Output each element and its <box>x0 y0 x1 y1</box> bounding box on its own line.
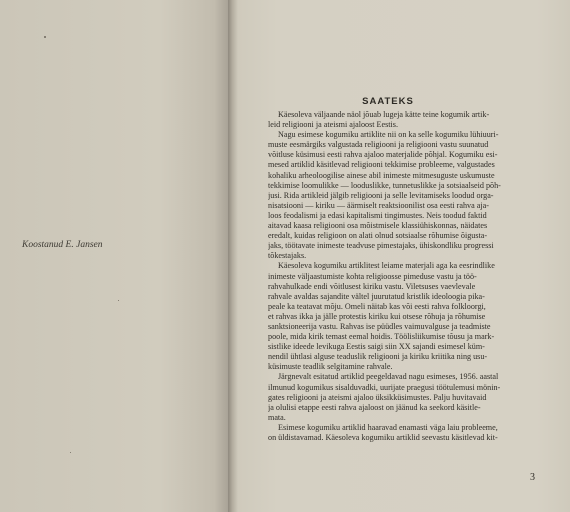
text-line: et rahvas ikka ja jälle protestis kiriku kui otsese rõhuja ja rõhumise <box>268 311 486 321</box>
text-line: kohaliku arheoloogilise ainese abil inimeste mitmesuguste uskumuste <box>268 170 495 180</box>
left-page <box>0 0 228 512</box>
text-line: on üldistavamad. Käesoleva kogumiku artiklid seevastu käsitlevad kit- <box>268 433 498 442</box>
text-line: rahvale avaldas sajandite vältel juurutatud kristlik ideoloogia pika- <box>268 291 485 301</box>
text-line: loos feodalismi ja edasi kapitalismi tingimustes. Neis toodud faktid <box>268 210 487 220</box>
text-line: poole, mida kirik temast eemal hoidis. Töölisliikumise tõusu ja mark- <box>268 332 495 342</box>
paper-speck <box>70 452 71 453</box>
text-line: Esimese kogumiku artiklid haaravad enamasti väga laiu probleeme, <box>278 422 498 432</box>
text-line: tõkestajaks. <box>268 251 307 261</box>
text-line: aitavad kaasa religiooni osa mõistmisele klassiühiskonnas, näidates <box>268 221 488 231</box>
text-line: sistlike ideede levikuga Eestis saigi siin XX sajandi esimesel küm- <box>268 342 485 352</box>
text-line: võitluse küsimusi eesti rahva ajaloo materjalide põhjal. Kogumiku esi- <box>268 150 498 160</box>
text-line: küsimuste teadlik selgitamine rahvale. <box>268 362 393 372</box>
text-line: sanktsioneerija vastu. Rahvas ise püüdles vaimuvalguse ja teadmiste <box>268 321 491 331</box>
text-line: rahvahulkade endi võitlusest kiriku vastu. Viletsuses vaevlevale <box>268 281 476 291</box>
text-line: mata. <box>268 412 286 422</box>
text-line: Nagu esimese kogumiku artiklite nii on ka selle kogumiku lühiuuri- <box>278 130 499 140</box>
text-line: nisatsiooni — kiriku — äärmiselt reaktsioonilist osa eesti rahva aja- <box>268 200 489 210</box>
text-line: mesed artiklid käsitlevad religiooni tekkimise probleeme, valgustades <box>268 160 495 170</box>
text-line: jaks, töötavate inimeste teadvuse pimestajaks, ühiskondliku progressi <box>268 241 494 251</box>
paper-speck <box>118 300 119 301</box>
text-line: jusi. Rida artikleid jälgib religiooni ja selle levitamiseks loodud orga- <box>268 190 494 200</box>
text-line: ilmunud kogumikus sisalduvadki, uurijate praegusi töötulemusi mönin- <box>268 382 501 392</box>
compiler-credit: Koostanud E. Jansen <box>22 240 103 250</box>
text-line: Järgnevalt esitatud artiklid peegeldavad nagu esimeses, 1956. aastal <box>278 372 499 382</box>
page-heading: SAATEKS <box>362 96 414 107</box>
text-line: inimeste väljaastumiste kohta religioosse pimeduse vastu ja töö- <box>268 271 477 281</box>
preface-text <box>268 110 545 443</box>
text-line: leid religiooni ja ateismi ajaloost Eestis. <box>268 120 398 130</box>
text-line: nendil ühtlasi alguse teaduslik religiooni ja kiriku kriitika ning usu- <box>268 352 488 362</box>
page-number: 3 <box>530 472 535 483</box>
text-line: gates religiooni ja ateismi ajaloo üksikküsimustes. Palju huvitavaid <box>268 392 487 402</box>
text-line: muste eesmärgiks valgustada religiooni ja religiooni vastu suunatud <box>268 140 489 150</box>
text-line: Käesoleva kogumiku artiklitest leiame materjali aga ka eesrindlike <box>278 261 495 271</box>
text-line: peale ka teatavat mõju. Omeli näitab kas või eesti rahva folkloorgi, <box>268 301 486 311</box>
text-line: ja olulisi etappe eesti rahva ajaloost on jäänud ka seekord käsitle- <box>268 402 481 412</box>
text-line: Käesoleva väljaande näol jõuab lugeja kätte teine kogumik artik- <box>278 110 490 119</box>
paper-speck <box>44 36 46 38</box>
text-line: tekkimise loomulikke — looduslikke, tunnetuslikke ja sotsiaalseid põh- <box>268 180 501 190</box>
text-line: eredalt, kuidas religioon on alati olnud sotsiaalse rõhumise õigusta- <box>268 231 488 241</box>
book-gutter <box>228 0 238 512</box>
